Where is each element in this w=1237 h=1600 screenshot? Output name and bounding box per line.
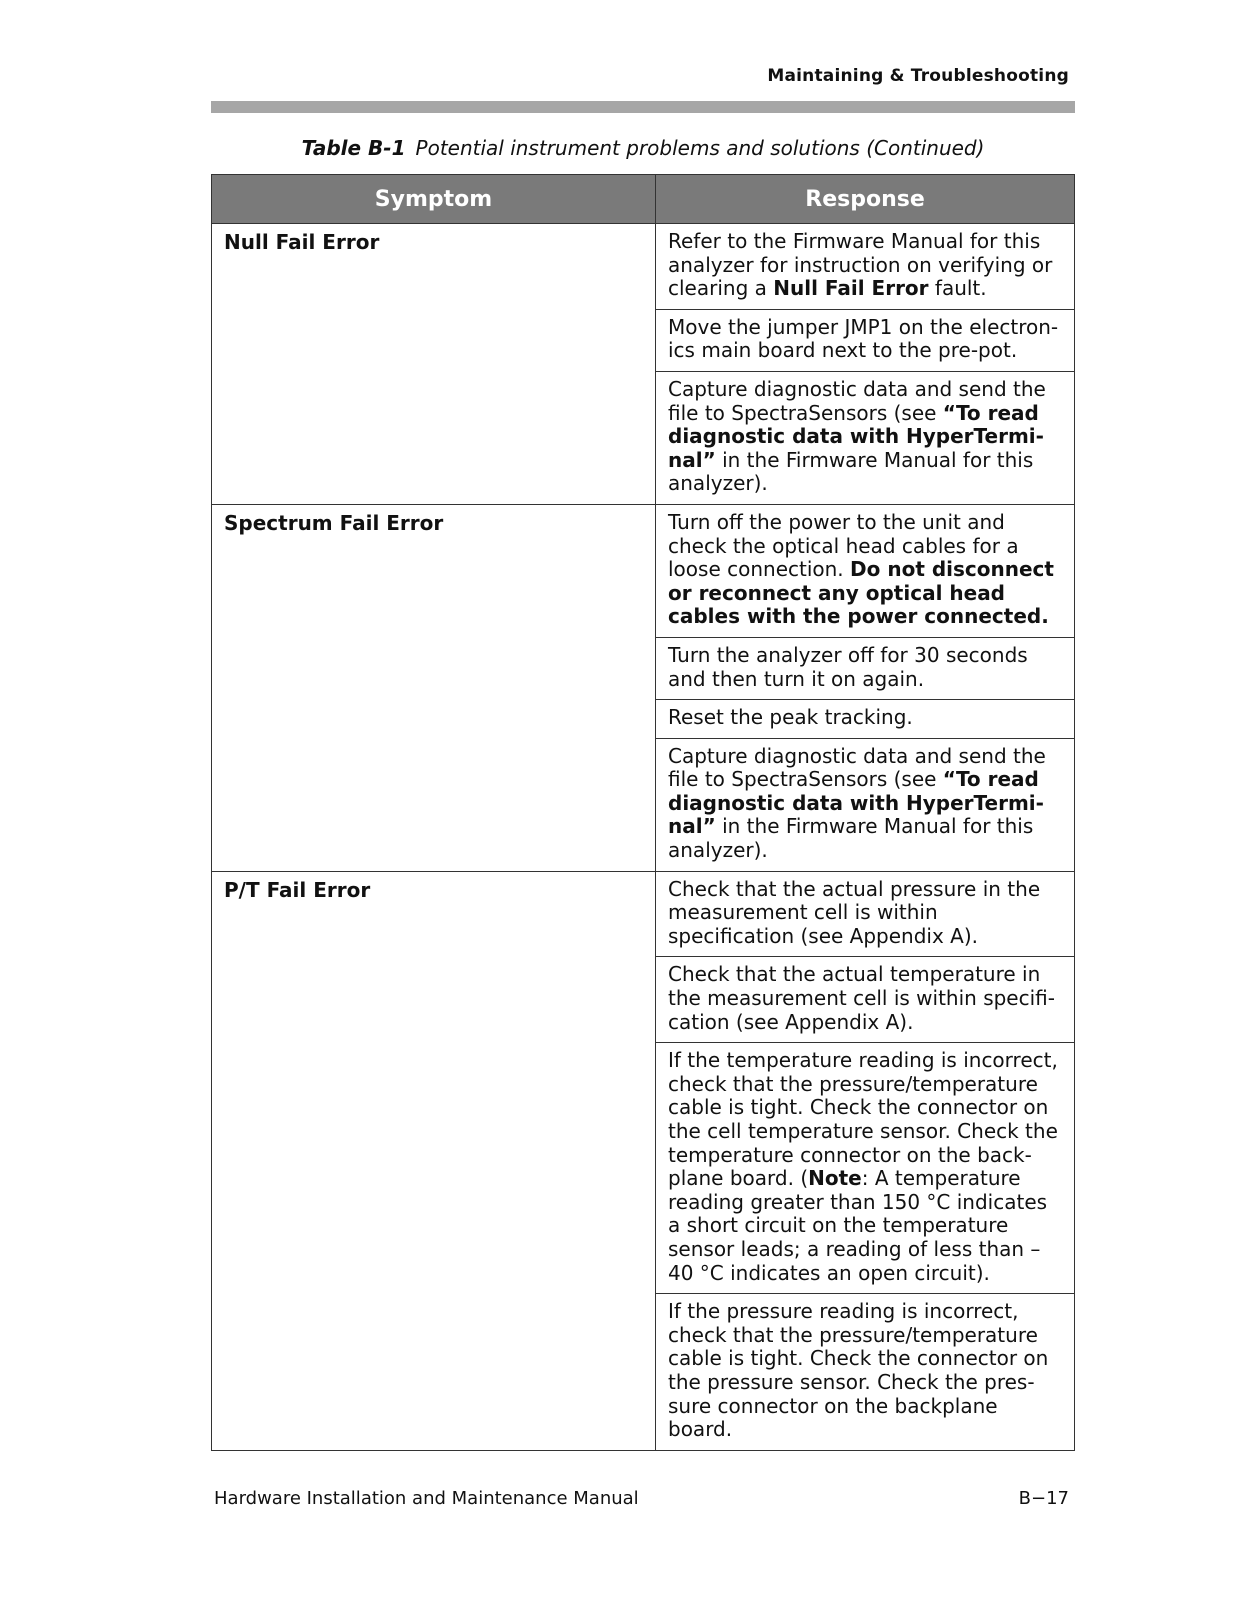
response-text: fault.: [928, 276, 987, 301]
symptom-cell: Null Fail Error: [212, 224, 656, 505]
response-text: If the temperature reading is incorrect, check that the pressure/temperature cable is tight. Check the connector on the cell temperature sensor. Check the temperature connector on the back-plane board. (: [668, 1048, 1058, 1191]
response-cell: [656, 637, 1075, 699]
response-text: Capture diagnostic data and send the file to SpectraSensors (see: [668, 743, 1046, 792]
response-emphasis: Null Fail Error: [773, 276, 929, 301]
table-caption-text: Potential instrument problems and solutions (Continued): [415, 136, 985, 160]
response-text: Turn off the power to the unit and check the optical head cables for a loose connection.: [668, 509, 1019, 582]
response-text: Check that the actual temperature in the measurement cell is within specifi-cation (see Appendix A).: [668, 962, 1055, 1034]
response-cell: [656, 309, 1075, 371]
response-emphasis: Do not disconnect or reconnect any optical head cables with the power connected.: [668, 557, 1054, 629]
symptom-cell: Spectrum Fail Error: [212, 504, 656, 871]
response-cell: [656, 700, 1075, 739]
response-text: Check that the actual pressure in the measurement cell is within specification (see Appendix A).: [668, 876, 1041, 948]
response-text: Turn the analyzer off for 30 seconds and then turn it on again.: [668, 642, 1028, 691]
response-text: Move the jumper JMP1 on the electron-ics main board next to the pre-pot.: [668, 314, 1059, 363]
table-row: [212, 504, 1075, 637]
header-rule: [211, 101, 1075, 113]
response-text: : A temperature reading greater than 150 °C indicates a short circuit on the temperature sensor leads; a reading of less than –40 °C indicates an open circuit).: [668, 1166, 1048, 1285]
page-number: B−17: [1018, 1488, 1069, 1509]
response-cell: [656, 1043, 1075, 1294]
header-response: Response: [656, 175, 1075, 224]
response-text: Capture diagnostic data and send the file to SpectraSensors (see: [668, 376, 1046, 425]
response-cell: [656, 504, 1075, 637]
response-cell: [656, 957, 1075, 1043]
table-caption: [211, 136, 1075, 160]
table-body: [212, 224, 1075, 1451]
response-text: Reset the peak tracking.: [668, 705, 913, 730]
response-emphasis: “To read diagnostic data with HyperTermi-nal”: [668, 400, 1044, 472]
response-text: in the Firmware Manual for this analyzer).: [668, 447, 1034, 496]
symptom-cell: P/T Fail Error: [212, 871, 656, 1450]
running-header: Maintaining & Troubleshooting: [767, 66, 1069, 86]
response-cell: [656, 224, 1075, 310]
response-emphasis: “To read diagnostic data with HyperTermi-nal”: [668, 767, 1044, 839]
response-cell: [656, 738, 1075, 871]
table-row: [212, 224, 1075, 310]
response-text: in the Firmware Manual for this analyzer).: [668, 814, 1034, 863]
response-cell: [656, 871, 1075, 957]
response-cell: [656, 371, 1075, 504]
response-cell: [656, 1294, 1075, 1451]
footer-manual-title: Hardware Installation and Maintenance Manual: [214, 1488, 639, 1509]
table-caption-label: Table B-1: [301, 136, 406, 160]
response-text: If the pressure reading is incorrect, check that the pressure/temperature cable is tight. Check the connector on the pressure sensor. Check the pres-sure connector on the backplane board.: [668, 1299, 1049, 1442]
header-symptom: Symptom: [212, 175, 656, 224]
problems-solutions-table: [211, 174, 1075, 1451]
table-header-row: [212, 175, 1075, 224]
response-text: Refer to the Firmware Manual for this analyzer for instruction on verifying or clearing a: [668, 229, 1053, 301]
response-emphasis: Note: [808, 1166, 862, 1191]
table-row: [212, 871, 1075, 957]
